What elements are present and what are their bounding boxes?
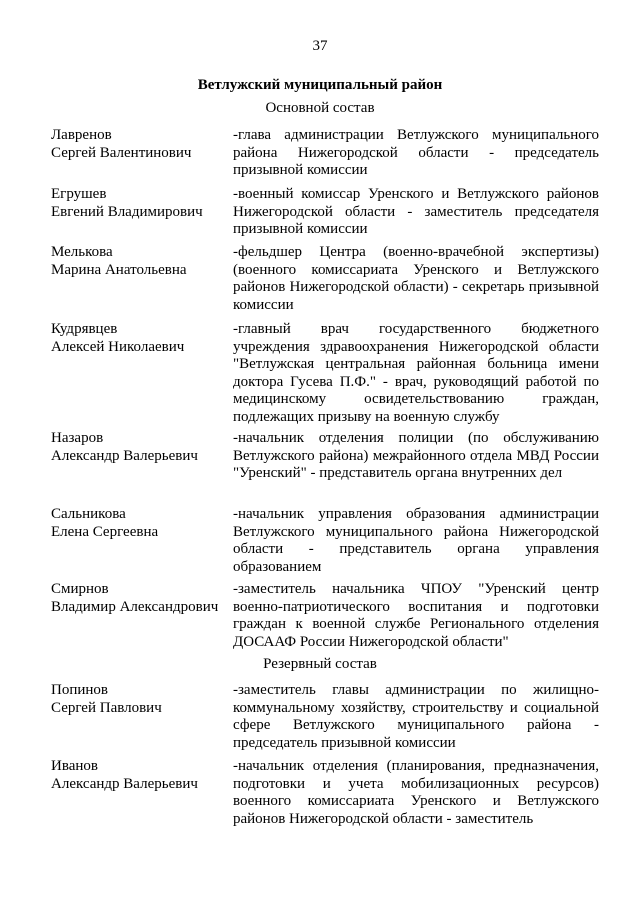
member-entry xyxy=(51,244,599,314)
member-name xyxy=(51,682,233,752)
member-name xyxy=(51,127,233,180)
member-name xyxy=(51,430,233,483)
member-role: -глава администрации Ветлужского муниципального района Нижегородской области - председатель призывной комиссии xyxy=(233,127,599,178)
member-surname: Мелькова xyxy=(51,244,113,260)
member-surname: Егрушев xyxy=(51,186,107,202)
member-given-name: Евгений Владимирович xyxy=(51,203,203,220)
member-surname: Иванов xyxy=(51,758,98,774)
member-entry xyxy=(51,506,599,576)
member-role: -начальник управления образования администрации Ветлужского муниципального района Нижегородской области - представитель органа управления образованием xyxy=(233,506,599,575)
member-entry xyxy=(51,758,599,828)
member-entry xyxy=(51,321,599,426)
member-given-name: Сергей Валентинович xyxy=(51,144,192,161)
member-surname: Сальникова xyxy=(51,506,126,522)
member-given-name: Владимир Александрович xyxy=(51,598,219,615)
member-given-name: Александр Валерьевич xyxy=(51,447,198,464)
member-role: -начальник отделения полиции (по обслуживанию Ветлужского района) межрайонного отдела МВД России "Уренский" - представитель органа внутренних дел xyxy=(233,430,599,481)
member-given-name: Елена Сергеевна xyxy=(51,523,159,540)
member-role: -начальник отделения (планирования, предназначения, подготовки и учета мобилизационных ресурсов) военного комиссариата Уренского и Ветлужского районов Нижегородской области - заместитель xyxy=(233,758,599,827)
member-role: -заместитель главы администрации по жилищно-коммунальному хозяйству, строительству и социальной сфере Ветлужского муниципального района - председатель призывной комиссии xyxy=(233,682,599,751)
member-name xyxy=(51,581,233,651)
member-surname: Смирнов xyxy=(51,581,109,597)
member-role: -фельдшер Центра (военно-врачебной экспертизы) (военного комиссариата Уренского и Ветлужского районов Нижегородской области) - секретарь призывной комиссии xyxy=(233,244,599,313)
member-role: -главный врач государственного бюджетного учреждения здравоохранения Нижегородской области "Ветлужская центральная районная больница имени доктора Гусева П.Ф." - врач, руководящий работой по медицинскому освидетельствованию граждан, подлежащих призыву на военную службу xyxy=(233,321,599,425)
member-entry xyxy=(51,430,599,483)
main-section-heading: Основной состав xyxy=(265,100,375,116)
district-title: Ветлужский муниципальный район xyxy=(197,77,443,93)
reserve-section-heading: Резервный состав xyxy=(263,656,377,672)
member-name xyxy=(51,186,233,239)
member-name xyxy=(51,758,233,828)
member-entry xyxy=(51,581,599,651)
member-name xyxy=(51,506,233,576)
member-name xyxy=(51,244,233,314)
member-surname: Попинов xyxy=(51,682,108,698)
page-number: 37 xyxy=(312,38,328,54)
member-surname: Назаров xyxy=(51,430,104,446)
member-role: -заместитель начальника ЧПОУ "Уренский центр военно-патриотического воспитания и подготовки граждан к военной службе Регионального отделения ДОСААФ России Нижегородской области" xyxy=(233,581,599,650)
member-surname: Лавренов xyxy=(51,127,112,143)
member-entry xyxy=(51,186,599,239)
member-given-name: Марина Анатольевна xyxy=(51,261,187,278)
member-given-name: Алексей Николаевич xyxy=(51,338,185,355)
member-name xyxy=(51,321,233,426)
member-entry xyxy=(51,682,599,752)
member-role: -военный комиссар Уренского и Ветлужского районов Нижегородской области - заместитель председателя призывной комиссии xyxy=(233,186,599,237)
member-surname: Кудрявцев xyxy=(51,321,118,337)
member-given-name: Сергей Павлович xyxy=(51,699,162,716)
member-given-name: Александр Валерьевич xyxy=(51,775,198,792)
member-entry xyxy=(51,127,599,180)
